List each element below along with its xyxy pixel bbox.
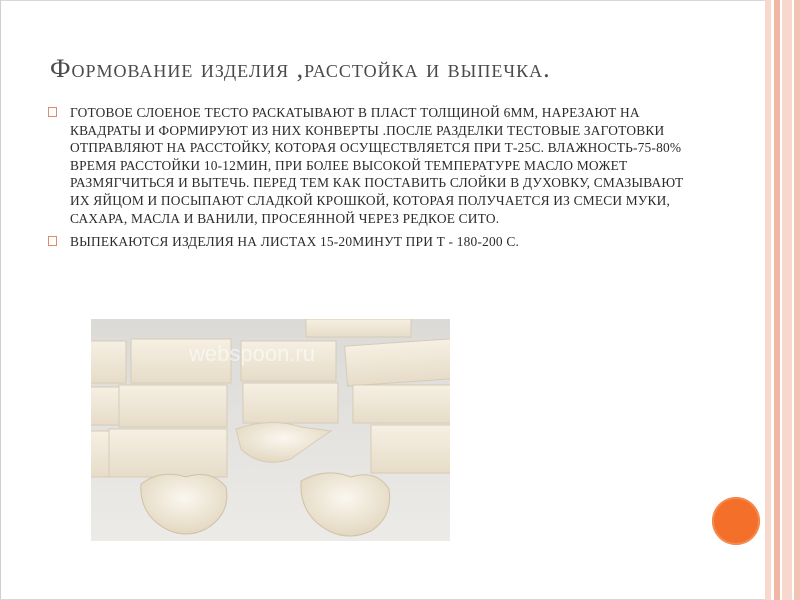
bullet-text: ГОТОВОЕ СЛОЕНОЕ ТЕСТО РАСКАТЫВАЮТ В ПЛАСТ ТОЛЩИНОЙ 6ММ, НАРЕЗАЮТ НА КВАДРАТЫ И ФОРМИРУЮТ ИЗ НИХ КОНВЕРТЫ .ПОСЛЕ РАЗДЕЛКИ ТЕСТОВЫЕ ЗАГОТОВКИ ОТПРАВЛЯЮТ НА РАССТОЙКУ, КОТОРАЯ ОСУЩЕСТВЛЯЕТСЯ ПРИ Т-25С. ВЛАЖНОСТЬ-75-80% ВРЕМЯ РАССТОЙКИ 10-12МИН, ПРИ БОЛЕЕ ВЫСОКОЙ ТЕМПЕРАТУРЕ МАСЛО МОЖЕТ РАЗМЯГЧИТЬСЯ И ВЫТЕЧЬ. ПЕРЕД ТЕМ КАК ПОСТАВИТЬ СЛОЙКИ В ДУХОВКУ, СМАЗЫВАЮТ ИХ ЯЙЦОМ И ПОСЫПАЮТ СЛАДКОЙ КРОШКОЙ, КОТОРАЯ ПОЛУЧАЕТСЯ ИЗ СМЕСИ МУКИ, САХАРА, МАСЛА И ВАНИЛИ, ПРОСЕЯННОЙ ЧЕРЕЗ РЕДКОЕ СИТО.	[70, 105, 684, 226]
frame-left-line	[0, 0, 1, 600]
decor-stripe	[794, 0, 800, 600]
bullet-item	[48, 233, 703, 251]
dough-photo	[91, 319, 450, 541]
slide-title: Формование изделия ,расстойка и выпечка.	[50, 54, 551, 83]
bullet-text: ВЫПЕКАЮТСЯ ИЗДЕЛИЯ НА ЛИСТАХ 15-20МИНУТ ПРИ Т - 180-200 С.	[70, 234, 520, 250]
frame-top-line	[0, 0, 800, 1]
photo-watermark: webspoon.ru	[189, 341, 315, 366]
decor-stripe	[782, 0, 792, 600]
bullet-marker-icon	[48, 236, 57, 246]
bullet-item	[48, 104, 703, 227]
bullet-marker-icon	[48, 107, 57, 117]
decor-orange-circle	[712, 497, 760, 545]
bullet-list	[48, 104, 703, 257]
